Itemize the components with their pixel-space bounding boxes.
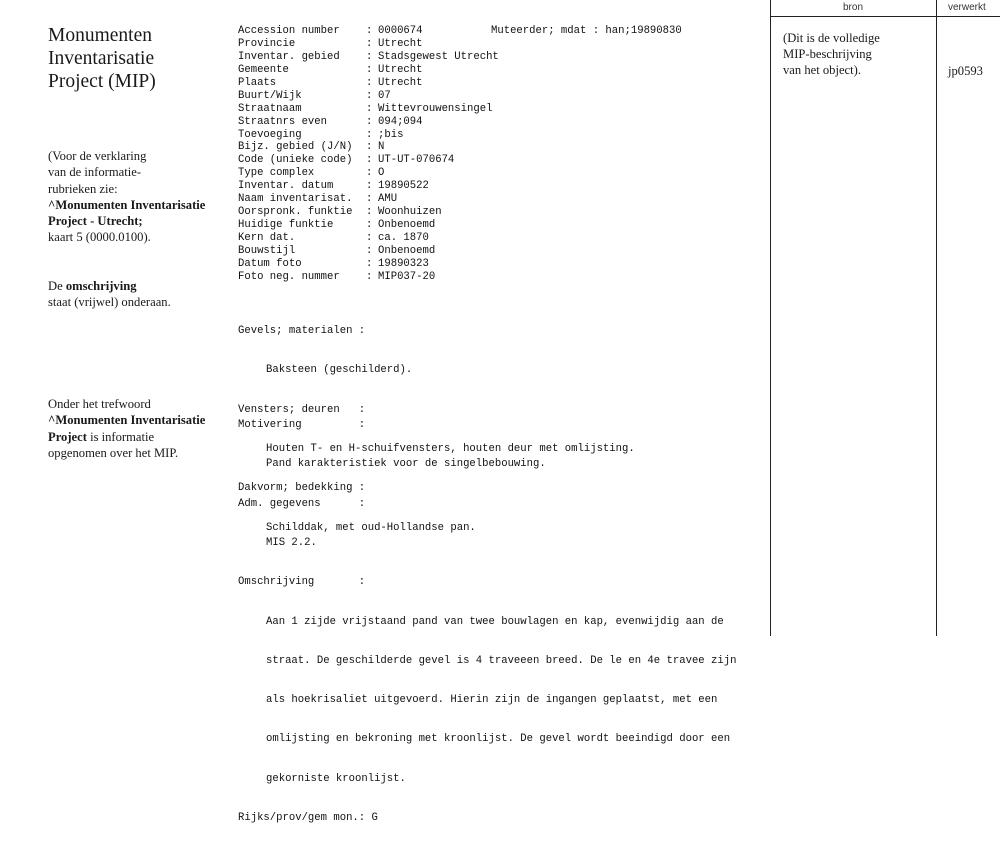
field-label: Code (unieke code) — [238, 154, 353, 167]
title-line: Inventarisatie — [48, 48, 155, 69]
field-label: Huidige funktie — [238, 219, 334, 232]
description-note — [48, 278, 238, 311]
source-note — [783, 30, 880, 78]
column-divider — [936, 0, 937, 636]
description-section — [238, 393, 736, 851]
field-value: N — [378, 141, 385, 154]
field-value: ca. 1870 — [378, 232, 429, 244]
document-title — [48, 24, 233, 93]
field-separator: : — [366, 167, 373, 180]
record-field-row — [238, 90, 768, 103]
field-value: 19890323 — [378, 257, 429, 270]
field-separator: : — [366, 76, 373, 89]
section-text: Baksteen (geschilderd). — [266, 364, 413, 377]
note-line: staat (vrijwel) onderaan. — [48, 295, 171, 310]
field-value: Utrecht — [378, 63, 423, 76]
field-value: 0000674 — [378, 25, 423, 37]
field-label: Toevoeging — [238, 128, 302, 141]
record-field-row — [238, 38, 768, 51]
section-text: Pand karakteristiek voor de singelbebouwing. — [266, 458, 546, 471]
note-text: is informatie — [86, 429, 155, 444]
field-label: Inventar. gebied — [238, 50, 340, 63]
field-label: Provincie — [238, 37, 296, 50]
field-label: Straatnaam — [238, 102, 302, 115]
field-separator: : — [366, 128, 373, 141]
field-separator: : — [366, 244, 373, 257]
note-line-bold: Project - Utrecht; — [48, 214, 143, 229]
note-line-bold: ^Monumenten Inventarisatie — [48, 413, 206, 428]
keyword-note — [48, 396, 238, 461]
section-heading: Dakvorm; bedekking : — [238, 482, 366, 495]
column-header-bron: bron — [843, 2, 864, 13]
column-header-verwerkt: verwerkt — [948, 2, 986, 13]
field-label: Foto neg. nummer — [238, 270, 340, 283]
field-label: Buurt/Wijk — [238, 89, 302, 102]
record-fields — [238, 25, 768, 284]
field-value: 19890522 — [378, 180, 429, 193]
title-line: Project (MIP) — [48, 71, 156, 92]
explanation-note — [48, 148, 238, 246]
monument-status: Rijks/prov/gem mon.: G — [238, 812, 378, 824]
record-field-row — [238, 116, 768, 129]
source-line: (Dit is de volledige — [783, 31, 880, 45]
field-label: Straatnrs even — [238, 115, 328, 128]
field-separator: : — [366, 206, 373, 219]
field-label: Inventar. datum — [238, 180, 334, 193]
description-line: Aan 1 zijde vrijstaand pand van twee bouwlagen en kap, evenwijdig aan de — [266, 615, 724, 628]
field-separator: : — [366, 232, 373, 244]
field-label: Gemeente — [238, 63, 289, 76]
title-line: Monumenten — [48, 25, 152, 46]
section-heading: Gevels; materialen : — [238, 325, 366, 338]
field-value: Utrecht — [378, 76, 423, 89]
field-label: Type complex — [238, 167, 315, 180]
record-field-row — [238, 51, 768, 64]
field-separator: : — [366, 50, 373, 63]
header-divider — [770, 16, 1000, 17]
description-line: als hoekrisaliet uitgevoerd. Hierin zijn de ingangen geplaatst, met een — [266, 694, 718, 707]
description-line: straat. De geschilderde gevel is 4 traveeen breed. De le en 4e travee zijn — [266, 654, 737, 667]
record-field-row — [238, 103, 768, 116]
note-line — [48, 429, 238, 445]
field-value: UT-UT-070674 — [378, 154, 455, 167]
record-field-row — [238, 258, 768, 271]
record-field-row — [238, 167, 768, 180]
field-separator: : — [366, 141, 373, 154]
section-heading: Adm. gegevens : — [238, 497, 366, 510]
section-text: Houten T- en H-schuifvensters, houten deur met omlijsting. — [266, 443, 635, 456]
field-label: Oorspronk. funktie — [238, 206, 353, 219]
record-field-row — [238, 64, 768, 77]
field-separator: : — [366, 63, 373, 76]
note-line: rubrieken zie: — [48, 181, 118, 196]
section-text: Schilddak, met oud-Hollandse pan. — [266, 521, 476, 534]
note-text-bold: omschrijving — [65, 279, 137, 293]
record-field-row — [238, 129, 768, 142]
field-separator: : — [366, 257, 373, 270]
field-separator: : — [366, 180, 373, 193]
processed-code: jp0593 — [948, 64, 983, 78]
field-separator: : — [366, 154, 373, 167]
record-field-row — [238, 245, 768, 258]
field-separator: : — [366, 89, 373, 102]
field-label: Bijz. gebied (J/N) — [238, 141, 353, 154]
note-line: Onder het trefwoord — [48, 397, 151, 411]
field-value: MIP037-20 — [378, 270, 436, 283]
field-value: O — [378, 167, 385, 180]
section-heading: Motivering : — [238, 419, 366, 432]
mutator-date: Muteerder; mdat : han;19890830 — [491, 25, 682, 37]
field-value: Onbenoemd — [378, 244, 436, 257]
record-field-row — [238, 154, 768, 167]
record-field-row — [238, 77, 768, 90]
section-text: MIS 2.2. — [266, 537, 317, 550]
left-column — [48, 24, 233, 460]
mip-record — [238, 25, 768, 824]
description-line: gekorniste kroonlijst. — [266, 772, 406, 785]
note-line: opgenomen over het MIP. — [48, 445, 179, 460]
field-separator: : — [366, 25, 373, 37]
field-label: Naam inventarisat. — [238, 193, 353, 206]
record-field-row — [238, 141, 768, 154]
field-label: Kern dat. — [238, 232, 296, 244]
record-field-row — [238, 180, 768, 193]
field-value: Wittevrouwensingel — [378, 102, 493, 115]
field-separator: : — [366, 37, 373, 50]
note-line: kaart 5 (0000.0100). — [48, 230, 151, 245]
record-field-row — [238, 271, 768, 284]
note-text: De — [48, 279, 66, 293]
note-line: van de informatie- — [48, 165, 142, 180]
record-field-row — [238, 219, 768, 232]
source-line: MIP-beschrijving — [783, 47, 872, 61]
field-label: Plaats — [238, 76, 277, 89]
column-divider — [770, 0, 771, 636]
field-label: Datum foto — [238, 257, 302, 270]
note-text-bold: Project — [48, 429, 87, 444]
field-value: AMU — [378, 193, 398, 206]
note-line — [48, 278, 238, 294]
field-separator: : — [366, 115, 373, 128]
record-field-row — [238, 206, 768, 219]
field-label: Bouwstijl — [238, 244, 296, 257]
field-value: Onbenoemd — [378, 219, 436, 232]
note-line-bold: ^Monumenten Inventarisatie — [48, 197, 206, 212]
field-separator: : — [366, 219, 373, 232]
field-value: Utrecht — [378, 37, 423, 50]
field-value: Woonhuizen — [378, 206, 442, 219]
record-field-row — [238, 232, 768, 245]
field-value: ;bis — [378, 128, 404, 141]
section-heading: Vensters; deuren : — [238, 403, 366, 416]
field-value: 07 — [378, 89, 391, 102]
source-line: van het object). — [783, 63, 861, 77]
field-value: Stadsgewest Utrecht — [378, 50, 499, 63]
note-line: (Voor de verklaring — [48, 149, 147, 163]
record-field-row — [238, 193, 768, 206]
field-label: Accession number — [238, 25, 340, 37]
description-line: omlijsting en bekroning met kroonlijst. De gevel wordt beeindigd door een — [266, 733, 731, 746]
field-value: 094;094 — [378, 115, 423, 128]
field-separator: : — [366, 102, 373, 115]
section-heading: Omschrijving : — [238, 576, 366, 589]
field-separator: : — [366, 193, 373, 206]
field-separator: : — [366, 270, 373, 283]
